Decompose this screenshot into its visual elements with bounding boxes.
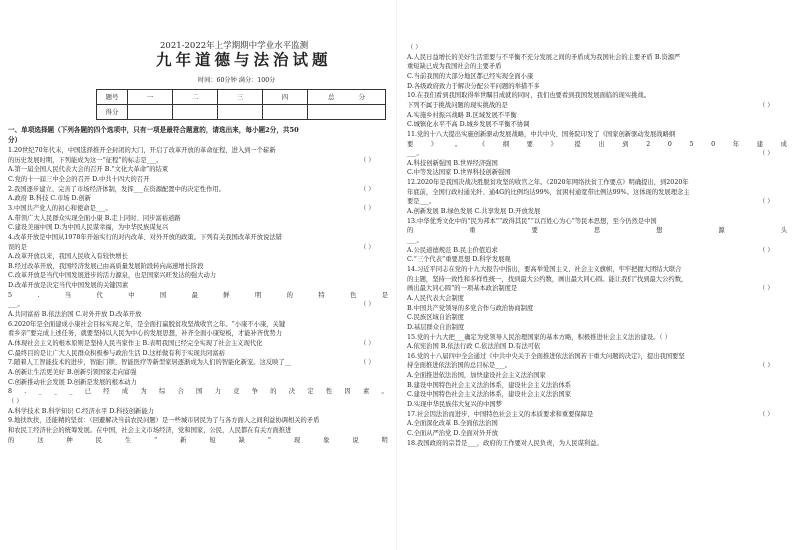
left-line: 的 这 种 民 生 “ 新 短 缺 ” 现 象 说 明 [8,436,388,444]
right-line: ___。 [407,150,423,158]
score-row [97,105,386,120]
section1-heading: 一、单项选择题（下列各题的四个选项中，只有一项是最符合题意的，请选出来，每小题2分，共50 [8,126,299,134]
right-line: B.中国共产党领导的多党合作与政治协商制度 [407,304,534,312]
column-divider [396,0,397,550]
right-line: A.科技创新强国 B.世界经济强国 [407,159,498,167]
right-line: ___。 [407,237,423,244]
right-line: C.城镇化水平不高 D.城乡发展不平衡不协调 [407,121,530,129]
right-answer-bracket[interactable]: （ ） [759,198,774,206]
left-line: A.共同富裕 B.依法治国 C.对外开放 D.改革开放 [8,311,142,319]
right-answer-bracket[interactable]: （ ） [759,362,774,370]
right-answer-bracket[interactable]: （ ） [759,101,774,109]
right-line: 15.党的十九大把___确定为党领导人民治理国家的基本方略，积极推进社会主义法治建设。（ ） [407,333,671,341]
left-line: C.创新推动社会发展 D.创新是发展的根本动力 [8,378,137,386]
right-line: 画出最大同心圆”的一项基本政治制度是 [407,285,518,293]
left-line: A.政府 B.科技 C.市场 D.创新 [8,195,91,203]
right-line: 持全面推进依法治国的总目标是___。 [407,362,511,370]
left-answer-bracket[interactable]: （ ） [360,359,375,367]
right-line: 要是___。 [407,198,436,206]
left-line: 误的是 [8,243,27,251]
left-line: 8 . _ _ _ 已 经 成 为 综 合 国 力 竞 争 的 决 定 性 因 素 。 [8,388,388,396]
right-line: A.实施乡村振兴战略 B.区域发展不平衡 [407,111,517,119]
left-line: 看乡亲”要完成上述任务，就要坚持以人民为中心的发展思想，补齐全面小康短板，才能补齐优势力 [8,330,282,338]
score-cell[interactable] [218,105,263,120]
right-line: 13.中华优秀文化中的“民为邦本”“政得其民”“以百姓心为心”等民本思想，至今仍然是中国 [407,217,657,225]
right-answer-bracket[interactable]: （ ） [759,285,774,293]
right-answer-bracket[interactable]: （ ） [759,246,774,254]
score-table [96,89,386,120]
right-line: 的 重 要 思 想 源 头 [407,227,787,235]
right-line: A.人民代表大会制度 [407,294,464,302]
right-line: 重短缺已成为我国社会的主要矛盾 [407,63,502,71]
left-line: C.改革开放是当代中国发展进步的活力源泉，也是国家兴旺发达的强大动力 [8,272,217,280]
left-line: A.创新让生活更美好 B.创新引领国家走向富强 [8,368,137,376]
left-answer-bracket[interactable]: （ ） [360,156,375,164]
left-answer-bracket[interactable]: （ ） [360,243,375,251]
left-line: A.第一届全国人民代表大会的召开 B.“文化大革命”的结束 [8,166,169,174]
exam-subtitle: 2021-2022年上学期期中学业水平监测 [160,41,309,51]
right-line: A.全面深化改革 B.全面依法治国 [407,420,498,428]
right-line: 18.我国政府的宗旨是___，政府的工作要对人民负责，为人民谋利益。 [407,439,603,447]
left-line: B.经过改革开放，我国经济发展已由高质量发展阶段转向高速增长阶段 [8,262,204,270]
right-line: D.各级政府致力于解决分配公平问题的举措不多 [407,82,540,90]
right-line: 14.习近平同志在党的十九大报告中指出，要高举爱国主义、社会主义旗帜，牢牢把握大团结大联合 [407,265,682,273]
right-line: 16.党的十八届四中全会通过《中共中央关于全面推进依法治国若干重大问题的决定》，提出我国要坚 [407,352,685,360]
left-answer-bracket[interactable]: （ ） [360,301,375,309]
left-line: ___。 [8,301,24,309]
score-header-cell: 三 [218,90,263,105]
exam-meta: 时间：60分钟 满分：100分 [198,77,276,84]
right-answer-bracket[interactable]: （ ） [759,410,774,418]
right-line: A.人民日益增长的美好生活需要与不平衡不充分发展之间的矛盾成为我国社会的主要矛盾 B.资源严 [407,53,681,61]
left-line: A.科学技术 B.科学知识 C.经济水平 D.科技创新能力 [8,407,154,415]
right-line: A.依宪治国 B.依法行政 C.依法治国 D.有法可依 [407,343,541,351]
left-line: 6.2020年是全面建成小康社会目标实现之年，是全面打赢脱贫攻坚战收官之年。“小康不小康，关键 [8,320,286,328]
right-line: A.创新发展 B.绿色发展 C.共享发展 D.开放发展 [407,208,541,216]
right-line: C.民族区域自治制度 [407,314,464,322]
right-line: A.全面推进依法治国，加快建设社会主义法治国家 [407,372,546,380]
score-cell[interactable] [173,105,218,120]
score-header-cell: 一 [128,90,173,105]
left-line: 5 . 当 代 中 国 最 鲜 明 的 特 色 是 [8,291,388,299]
left-line: A.体现社会主义的根本原则是坚持人民当家作主 B.表明我国已经完全实现了社会主义现代化 [8,340,263,347]
section1-heading-cont: 分） [8,136,22,144]
left-line: 3.中国共产党人的初心和使命是___。 [8,204,112,212]
left-line: C.党的十一届三中全会的召开 D.中共十四大的召开 [8,175,150,183]
right-line: 10.在我们看到我国取得举世瞩目成就的同时，我们也要看到我国发展面临的现实挑战。 [407,92,650,100]
right-line: C.当前我国的大部分地区都已经实现全面小康 [407,72,534,80]
right-line: 12.2020年是我国决战决胜脱贫攻坚的收官之年。《2020年网络扶贫工作要点》明确提出，到2020年 [407,179,689,187]
right-line: A.公民道德规范 B.民主价值追求 [407,246,498,254]
score-header-total-b: 分 [358,92,365,101]
score-cell[interactable] [263,105,308,120]
left-line: C.建设美丽中国 D.为中国人民谋幸福，为中华民族谋复兴 [8,224,169,232]
right-line: C.中等发达国家 D.世界科技创新强国 [407,169,511,177]
left-answer-bracket[interactable]: （ ） [360,204,375,212]
left-line: D.改革开放是决定当代中国发展的关键因素 [8,282,129,290]
score-header-cell: 四 [263,90,308,105]
right-line: D.基层群众自治制度 [407,323,465,331]
left-line: A.带领广大人民群众实现全面小康 B.走上同时、同步富裕道路 [8,214,181,222]
right-line: 年底前，全国行政村通光纤、通4G的比例均达99%，贫困村通宽带比例达99%。这体现的发展理念主 [407,188,690,196]
right-line: C.全面从严治党 D.全面对外开放 [407,430,498,437]
score-header-row [97,90,386,105]
right-line: 下列不属于挑战问题的现实挑战的是 [407,101,508,109]
right-line: C.建设中国特色社会主义法治体系，建设社会主义法治国家 [407,391,572,399]
score-header-cell: 题号 [97,90,128,105]
right-line: 11.党的十八大提出实施创新驱动发展战略，中共中央、国务院印发了《国家创新驱动发展战略纲 [407,130,676,138]
left-line: 4.改革开放是中国从1978年开始实行的对内改革、对外开放的政策。下列有关我国改革开放说法错 [8,233,282,241]
left-answer-bracket[interactable]: （ ） [360,340,375,347]
left-line: 9.地扶坎扶，还能精的坚贫：（回避解决当前农民问题）是一些城市居民为了与各方面人之间利益协调相关的矛盾 [8,417,320,425]
left-answer-bracket[interactable]: （ ） [360,185,375,193]
score-header-cell: 二 [173,90,218,105]
left-line: 2.我国逐步建立、完善了市场经济体制，发挥___在资源配置中的决定性作用。 [8,185,225,193]
exam-title: 九年道德与法治试题 [156,50,332,69]
right-answer-bracket[interactable]: （ ） [759,150,774,158]
score-cell[interactable] [128,105,173,120]
right-line: B.建设中国特色社会主义法治体系，建设社会主义法治体系 [407,381,572,389]
left-line: 1.20世纪70年代末，中国选择推开全封闭的大门，开启了改革开放的革命征程，进入到一个崭新 [8,147,276,154]
right-line: 的主题，坚持一致性和多样性统一，找到最大公约数，画出最大同心圆。能让我们“找到最大公约数， [407,275,688,283]
score-header-total-a: 总 [328,92,335,101]
score-row-label: 得分 [97,105,128,120]
score-cell[interactable] [308,105,386,120]
right-line: （ ） [407,44,422,51]
left-line: A.改革开放以来，我国人民收入有较快增长 [8,253,128,261]
right-line: 要 》 。 《 纲 要 》 提 出 到 2 0 5 0 年 建 成 [407,140,787,148]
left-line: 7.随着人工智能技术的进步，智能门锁、智能医疗等新型家居逐渐成为人们的智能化新宠。这反映了__ [8,359,292,367]
left-line: 的历史发展时期，下列能成为这一“征程”的标志是___。 [8,156,163,164]
score-header-total [308,90,386,105]
left-line: C.最终目的是让广大人民群众积极参与政治生活 D.这样做有利于实现共同富裕 [8,349,225,357]
right-line: D.实现中华民族伟大复兴的中国梦 [407,401,502,409]
right-line: C.“三个代表”重要思想 D.科学发展观 [407,256,511,264]
left-line: （ ） [8,397,23,405]
right-line: 17.社会因法治而进步，中国特色社会主义的本质要求和重要保障是 [407,410,594,418]
left-line: 和农民工经济社会的统筹发展。在中国，社会主义市场经济，党和国家，公民，人民都在有关方面推进 [8,426,292,434]
